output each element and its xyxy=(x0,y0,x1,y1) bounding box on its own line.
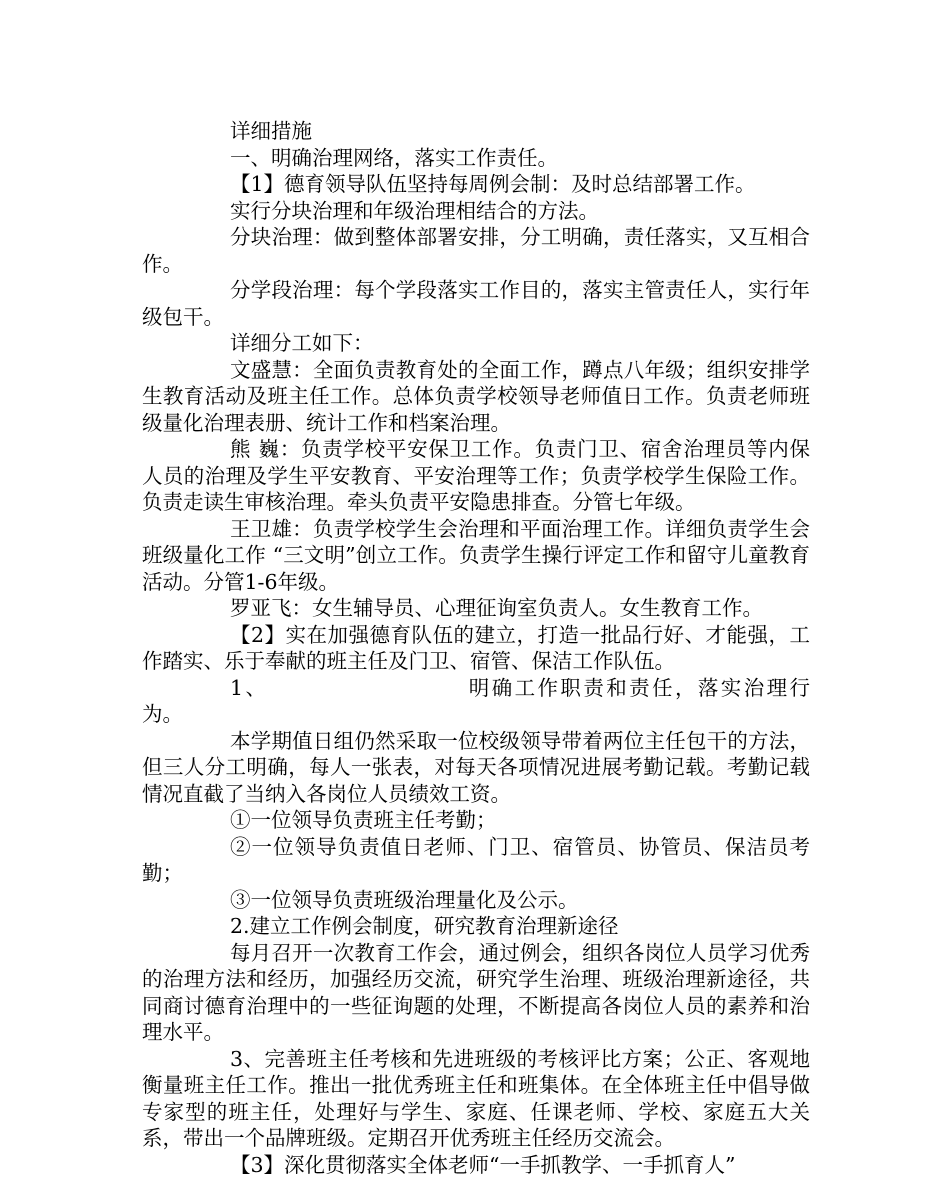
paragraph: 分学段治理：每个学段落实工作目的，落实主管责任人，实行年级包干。 xyxy=(142,278,810,329)
numbered-item xyxy=(142,675,810,728)
paragraph: 文盛慧：全面负责教育处的全面工作，蹲点八年级；组织安排学生教育活动及班主任工作。总体负责学校领导老师值日工作。负责老师班级量化治理表册、统计工作和档案治理。 xyxy=(142,357,810,435)
paragraph: 2.建立工作例会制度，研究教育治理新途径 xyxy=(230,914,619,938)
paragraph: 【2】实在加强德育队伍的建立，打造一批品行好、才能强，工作踏实、乐于奉献的班主任及门卫、宿管、保洁工作队伍。 xyxy=(142,622,810,673)
paragraph: 本学期值日组仍然采取一位校级领导带着两位主任包干的方法，但三人分工明确，每人一张表，对每天各项情况进展考勤记载。考勤记载情况直截了当纳入各岗位人员绩效工资。 xyxy=(142,728,810,806)
item-text: 明确工作职责和责任，落实治理行为。 xyxy=(142,675,811,726)
paragraph: 【3】深化贯彻落实全体老师“一手抓教学、一手抓育人” xyxy=(230,1152,736,1177)
paragraph: 详细分工如下： xyxy=(230,331,374,355)
section-heading: 详细措施 xyxy=(230,119,312,143)
paragraph: 罗亚飞：女生辅导员、心理征询室负责人。女生教育工作。 xyxy=(230,596,763,620)
item-number: 1、 xyxy=(230,675,269,700)
paragraph: 王卫雄：负责学校学生会治理和平面治理工作。详细负责学生会班级量化工作 “三文明”创立工作。负责学生操行评定工作和留守儿童教育活动。分管1-6年级。 xyxy=(142,516,810,594)
paragraph: ③一位领导负责班级治理量化及公示。 xyxy=(230,887,579,912)
paragraph: 分块治理：做到整体部署安排，分工明确，责任落实，又互相合作。 xyxy=(142,225,810,276)
paragraph: 一、明确治理网络，落实工作责任。 xyxy=(230,145,558,170)
paragraph: ②一位领导负责值日老师、门卫、宿管员、协管员、保洁员考勤； xyxy=(142,834,810,885)
paragraph: 3、完善班主任考核和先进班级的考核评比方案；公正、客观地衡量班主任工作。推出一批优秀班主任和班集体。在全体班主任中倡导做专家型的班主任，处理好与学生、家庭、任课老师、学校、家庭五大关系，带出一个品牌班级。定期召开优秀班主任经历交流会。 xyxy=(142,1046,810,1150)
paragraph: 【1】德育领导队伍坚持每周例会制：及时总结部署工作。 xyxy=(230,172,756,196)
paragraph: 熊 巍：负责学校平安保卫工作。负责门卫、宿舍治理员等内保人员的治理及学生平安教育、平安治理等工作；负责学校学生保险工作。负责走读生审核治理。牵头负责平安隐患排查。分管七年级。 xyxy=(142,437,810,514)
paragraph: 每月召开一次教育工作会，通过例会，组织各岗位人员学习优秀的治理方法和经历，加强经历交流，研究学生治理、班级治理新途径，共同商讨德育治理中的一些征询题的处理，不断提高各岗位人员的素养和治理水平。 xyxy=(142,940,810,1044)
paragraph: 实行分块治理和年级治理相结合的方法。 xyxy=(230,198,599,223)
document-page xyxy=(142,118,810,1178)
paragraph: ①一位领导负责班主任考勤； xyxy=(230,808,497,832)
